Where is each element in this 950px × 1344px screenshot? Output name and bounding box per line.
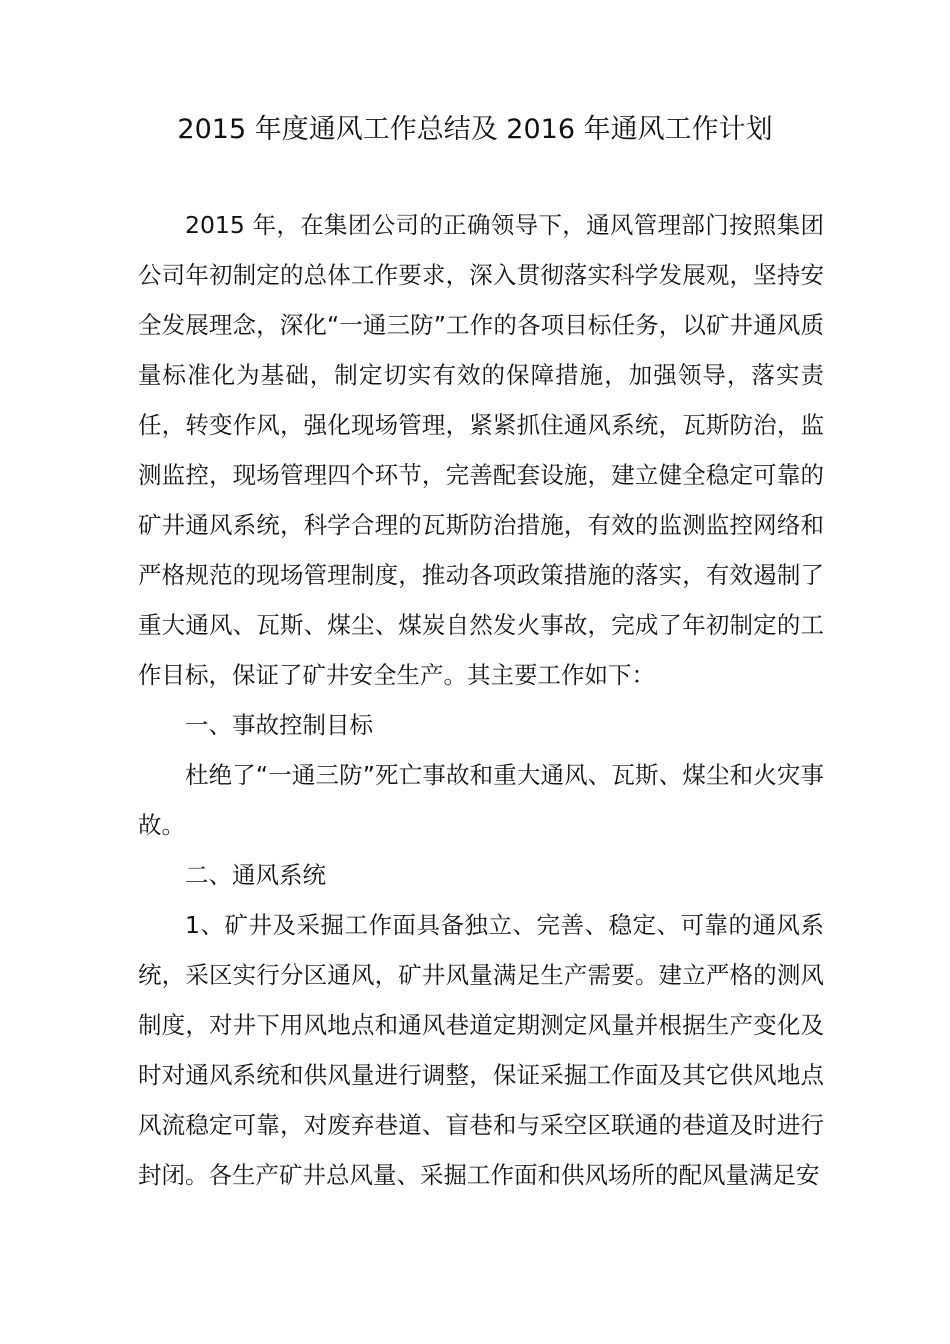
intro-paragraph: 2015 年，在集团公司的正确领导下，通风管理部门按照集团公司年初制定的总体工作要求，深入贯彻落实科学发展观，坚持安全发展理念，深化“一通三防”工作的各项目标任务，以矿井通风质量标准化为基础，制定切实有效的保障措施，加强领导，落实责任，转变作风，强化现场管理，紧紧抓住通风系统，瓦斯防治，监测监控，现场管理四个环节，完善配套设施，建立健全稳定可靠的矿井通风系统，科学合理的瓦斯防治措施，有效的监测监控网络和严格规范的现场管理制度，推动各项政策措施的落实，有效遏制了重大通风、瓦斯、煤尘、煤炭自然发火事故，完成了年初制定的工作目标，保证了矿井安全生产。其主要工作如下：	[138, 211, 824, 689]
accident-control-paragraph: 杜绝了“一通三防”死亡事故和重大通风、瓦斯、煤尘和火灾事故。	[138, 761, 824, 839]
section-heading-accident-control: 一、事故控制目标	[185, 711, 373, 739]
document-body	[138, 200, 824, 1200]
section-heading-ventilation-system: 二、通风系统	[185, 861, 326, 889]
document-title: 2015 年度通风工作总结及 2016 年通风工作计划	[177, 114, 773, 145]
ventilation-system-paragraph: 1、矿井及采掘工作面具备独立、完善、稳定、可靠的通风系统，采区实行分区通风，矿井风量满足生产需要。建立严格的测风制度，对井下用风地点和通风巷道定期测定风量并根据生产变化及时对通风系统和供风量进行调整，保证采掘工作面及其它供风地点风流稳定可靠，对废弃巷道、盲巷和与采空区联通的巷道及时进行封闭。各生产矿井总风量、采掘工作面和供风场所的配风量满足安	[138, 911, 824, 1189]
